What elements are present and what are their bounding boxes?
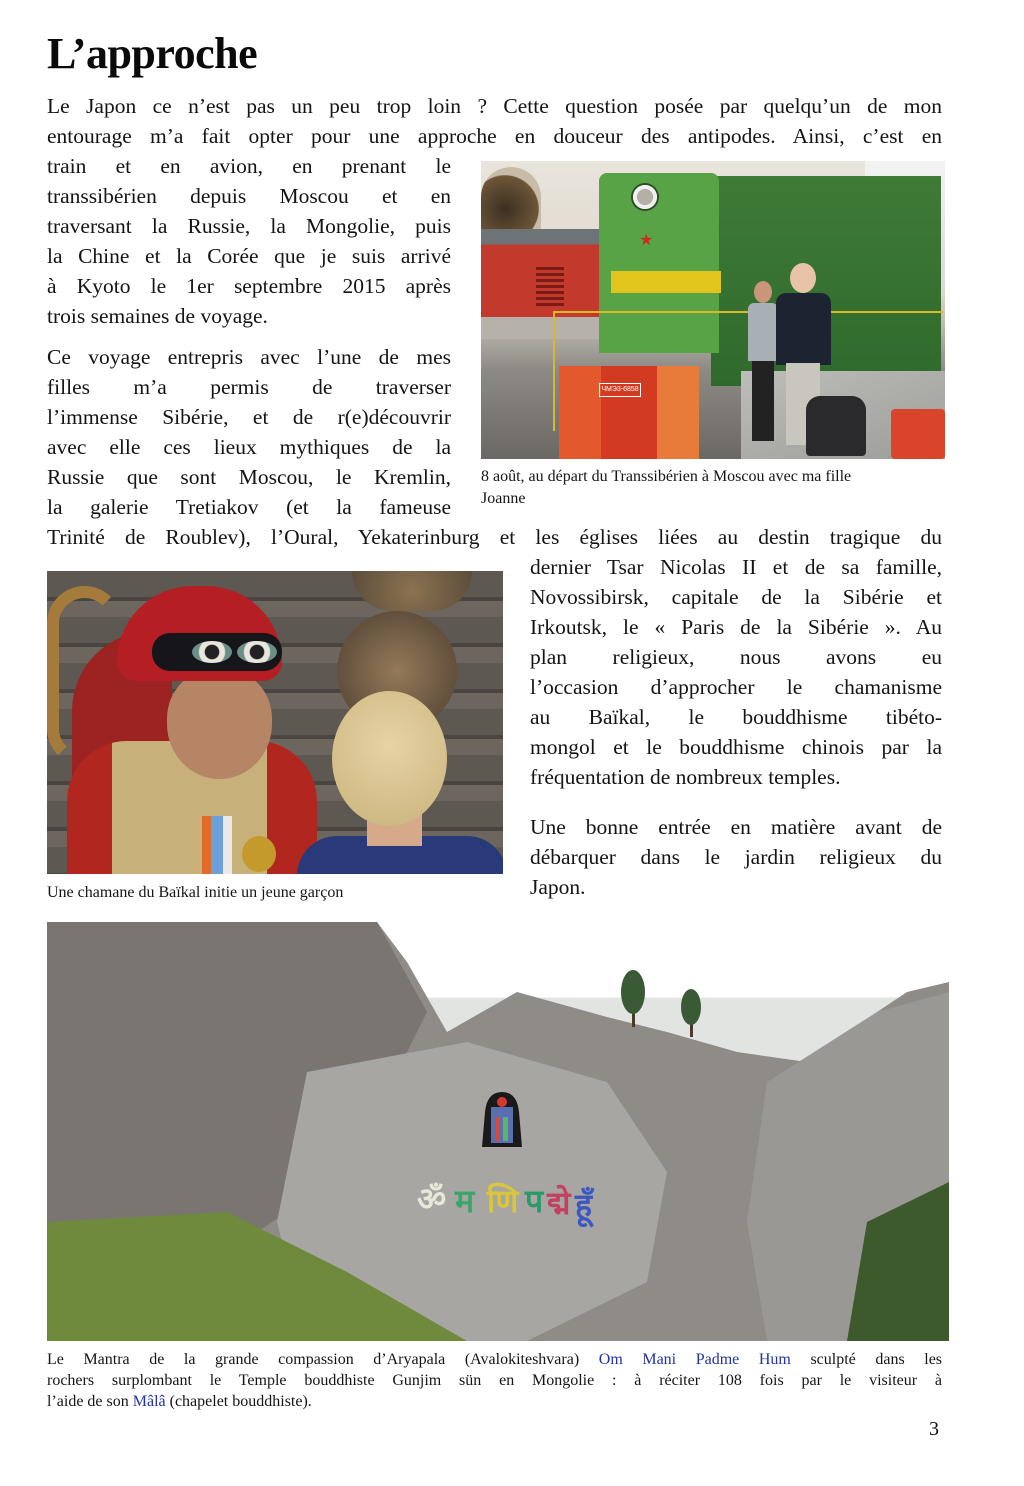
- intro-col-line: à Kyoto le 1er septembre 2015 après: [47, 274, 451, 298]
- voyage-col-line: Russie que sont Moscou, le Kremlin,: [47, 465, 451, 489]
- station-arch: [481, 167, 541, 237]
- closing-line: Japon.: [530, 875, 586, 899]
- ribbons: [202, 816, 232, 874]
- intro-col-line: la Chine et la Corée que je suis arrivé: [47, 244, 451, 268]
- rock-mantra-photo: [47, 922, 949, 1341]
- rock-caption-post: (chapelet bouddhiste).: [169, 1393, 312, 1410]
- intro-col-line: trois semaines de voyage.: [47, 304, 268, 328]
- tree-icon: [621, 970, 645, 1027]
- golden-bowl: [242, 836, 276, 872]
- backpack: [806, 396, 866, 456]
- voyage-right-line: plan religieux, nous avons eu: [530, 645, 942, 669]
- mala-link[interactable]: Mâlâ: [132, 1393, 166, 1410]
- voyage-col-line: la galerie Tretiakov (et la fameuse: [47, 495, 451, 519]
- train-caption-line-1: 8 août, au départ du Transsibérien à Moscou avec ma fille: [481, 468, 852, 485]
- person-daughter: [746, 281, 780, 446]
- voyage-col-line: Ce voyage entrepris avec l’une de mes: [47, 345, 451, 369]
- voyage-col-line: l’immense Sibérie, et de r(e)découvrir: [47, 405, 451, 429]
- shaman-face: [167, 669, 272, 779]
- voyage-full-line: Trinité de Roublev), l’Oural, Yekaterinburg et les églises liées au destin tragique du: [47, 525, 942, 549]
- page-title: L’approche: [47, 29, 258, 78]
- train-photo: [481, 161, 945, 459]
- yellow-railing-post: [553, 311, 555, 431]
- voyage-right-line: mongol et le bouddhisme chinois par la: [530, 735, 942, 759]
- voyage-col-line: avec elle ces lieux mythiques de la: [47, 435, 451, 459]
- voyage-right-line: au Baïkal, le bouddhisme tibéto-: [530, 705, 942, 729]
- green-locomotive-nose: [599, 173, 719, 353]
- yellow-stripe: [611, 271, 721, 293]
- rock-caption-pre: l’aide de son: [47, 1393, 129, 1410]
- rock-caption-line-1: [47, 1350, 942, 1370]
- svg-text:णि: णि: [487, 1182, 519, 1220]
- svg-text:द्मे: द्मे: [547, 1184, 571, 1222]
- shaman-photo: [47, 571, 503, 874]
- svg-text:हूँ: हूँ: [575, 1186, 592, 1224]
- red-suitcase: [891, 409, 945, 459]
- hat-eye-icon: [192, 641, 232, 663]
- rock-caption-line-3: [47, 1392, 312, 1412]
- red-locomotive: [481, 229, 611, 339]
- rock-caption-line-2: rochers surplombant le Temple bouddhiste Gunjim sün en Mongolie : à réciter 108 fois par le visiteur à: [47, 1372, 942, 1389]
- intro-col-line: transsibérien depuis Moscou et en: [47, 184, 451, 208]
- voyage-right-line: Novossibirsk, capitale de la Sibérie et: [530, 585, 942, 609]
- voyage-right-line: l’occasion d’approcher le chamanisme: [530, 675, 942, 699]
- intro-col-line: train et en avion, en prenant le: [47, 154, 451, 178]
- page-number: 3: [929, 1418, 939, 1440]
- svg-text:म: म: [455, 1182, 475, 1220]
- log-end: [352, 571, 472, 611]
- voyage-col-line: filles m’a permis de traverser: [47, 375, 451, 399]
- locomotive-plate: ЧМЭ3-6858: [599, 383, 641, 397]
- red-star-icon: ★: [639, 232, 654, 249]
- svg-text:ॐ: ॐ: [417, 1180, 447, 1218]
- locomotive-front: [559, 366, 699, 459]
- closing-line: Une bonne entrée en matière avant de: [530, 815, 942, 839]
- train-caption-line-2: Joanne: [481, 490, 526, 507]
- rock-caption-post: sculpté dans les: [810, 1351, 943, 1368]
- om-mani-padme-hum-link[interactable]: Om Mani Padme Hum: [598, 1351, 791, 1368]
- rock-caption-pre: Le Mantra de la grande compassion d’Aryapala (Avalokiteshvara): [47, 1351, 580, 1368]
- boy-head: [332, 691, 447, 826]
- voyage-right-line: Irkoutsk, le « Paris de la Sibérie ». Au: [530, 615, 942, 639]
- closing-line: débarquer dans le jardin religieux du: [530, 845, 942, 869]
- tree-icon: [681, 989, 701, 1037]
- hat-eye-icon: [237, 641, 277, 663]
- svg-text:प: प: [525, 1182, 544, 1220]
- intro-line-2: entourage m’a fait opter pour une approche en douceur des antipodes. Ainsi, c’est en: [47, 124, 942, 148]
- shaman-caption: Une chamane du Baïkal initie un jeune garçon: [47, 884, 344, 901]
- rock-illustration: [47, 922, 949, 1341]
- voyage-right-line: fréquentation de nombreux temples.: [530, 765, 841, 789]
- intro-line-1: Le Japon ce n’est pas un peu trop loin ? Cette question posée par quelqu’un de mon: [47, 94, 942, 118]
- voyage-right-line: dernier Tsar Nicolas II et de sa famille,: [530, 555, 942, 579]
- intro-col-line: traversant la Russie, la Mongolie, puis: [47, 214, 451, 238]
- headlight: [631, 183, 659, 211]
